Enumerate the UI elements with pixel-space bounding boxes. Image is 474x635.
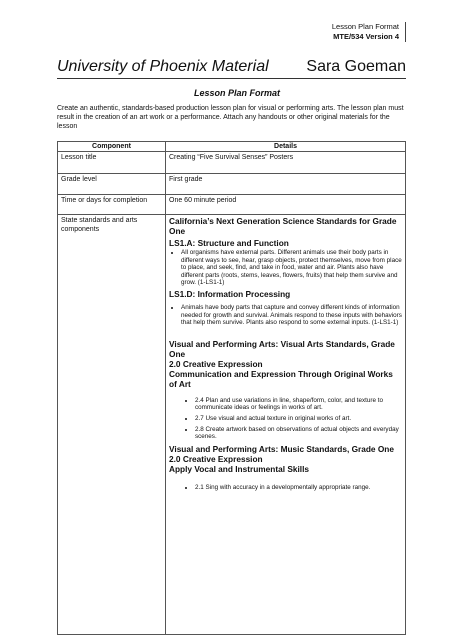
institution-title: University of Phoenix Material <box>57 58 269 75</box>
intro-paragraph: Create an authentic, standards-based production lesson plan for visual or performing arts. The lesson plan must result in the creation of an art work or a performance. Attach any handouts or other original materials for the lesson <box>57 105 404 130</box>
cell-details: One 60 minute period <box>166 195 406 215</box>
page-header <box>332 22 406 42</box>
list-item: • 2.7 Use visual and actual texture in original works of art. <box>195 415 402 423</box>
table-row <box>58 174 406 195</box>
header-line-1: Lesson Plan Format <box>331 22 399 31</box>
cell-component: State standards and arts components <box>58 215 166 635</box>
list-item: • All organisms have external parts. Different animals use their body parts in different ways to see, hear, grasp objects, protect themselves, move from place to place, and seek, find, and take in food, water and air. Plants also have different parts (roots, stems, leaves, flowers, fruits) that help them survive and grow. (1-LS1-1) <box>181 249 402 287</box>
cell-component: Time or days for completion <box>58 195 166 215</box>
ls1d-heading: LS1.D: Information Processing <box>169 288 291 299</box>
list-item: • Animals have body parts that capture and convey different kinds of information needed for growth and survival. Animals respond to these inputs with behaviors that help them survive. Plants also respond to some external inputs. (1-LS1-1) <box>181 304 402 327</box>
title-row <box>57 58 406 79</box>
cell-component: Lesson title <box>58 152 166 174</box>
cell-details: First grade <box>166 174 406 195</box>
list-item: • 2.4 Plan and use variations in line, shape/form, color, and texture to communicate ideas or feelings in works of art. <box>195 397 402 412</box>
visual-arts-strand: Communication and Expression Through Original Works of Art <box>169 368 393 389</box>
lesson-plan-heading: Lesson Plan Format <box>193 88 281 98</box>
visual-arts-heading: Visual and Performing Arts: Visual Arts Standards, Grade One <box>169 338 395 359</box>
ls1a-heading: LS1.A: Structure and Function <box>169 238 289 248</box>
music-list <box>169 484 402 492</box>
column-header-details: Details <box>166 142 406 152</box>
music-subheading: 2.0 Creative Expression <box>169 453 263 464</box>
list-item: • 2.1 Sing with accuracy in a developmentally appropriate range. <box>195 484 402 492</box>
ls1d-list <box>169 304 402 327</box>
column-header-component: Component <box>58 142 166 152</box>
header-line-2: MTE/534 Version 4 <box>333 32 399 41</box>
table-row <box>58 195 406 215</box>
ls1a-list <box>169 249 402 287</box>
music-strand: Apply Vocal and Instrumental Skills <box>169 463 310 474</box>
table-row <box>58 152 406 174</box>
visual-arts-subheading: 2.0 Creative Expression <box>169 358 263 369</box>
lesson-plan-table <box>57 141 406 635</box>
visual-arts-list <box>169 397 402 441</box>
table-row-standards <box>58 215 406 635</box>
cell-component: Grade level <box>58 174 166 195</box>
list-item: • 2.8 Create artwork based on observations of actual objects and everyday scenes. <box>195 426 402 441</box>
cell-details: Creating “Five Survival Senses” Posters <box>166 152 406 174</box>
cell-standards-details <box>166 215 406 635</box>
author-name: Sara Goeman <box>306 58 406 75</box>
music-heading: Visual and Performing Arts: Music Standards, Grade One <box>169 443 394 454</box>
ca-standards-heading: California’s Next Generation Science Standards for Grade One <box>169 216 397 236</box>
table-header-row <box>58 142 406 152</box>
